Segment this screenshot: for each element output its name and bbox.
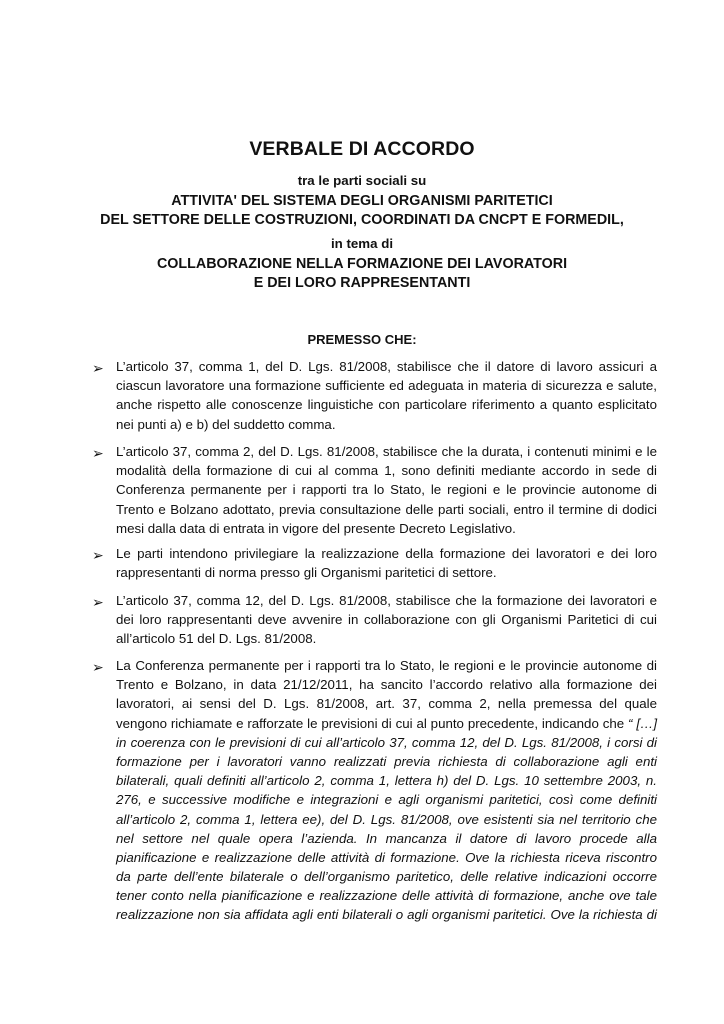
quoted-line: formazione per i lavoratori vanno realizzati previa richiesta di collaborazione agli enti <box>116 753 657 769</box>
premise-item-3 <box>116 544 657 582</box>
subtitle-representatives: E DEI LORO RAPPRESENTANTI <box>253 275 471 291</box>
arrow-bullet-icon: ➢ <box>92 360 104 376</box>
quoted-line: da parte dell’ente bilaterale o dell’organismo paritetico, delle relative indicazioni occorre <box>116 869 657 885</box>
text-line: nei punti a) e b) del suddetto comma. <box>116 416 336 432</box>
text-line: lavoratori, ai sensi del D. Lgs. 81/2008, art. 37, comma 2, nella premessa del quale <box>116 696 657 712</box>
premise-item-4 <box>116 591 657 649</box>
section-heading-premesso: PREMESSO CHE: <box>307 332 417 347</box>
quoted-line: realizzazione non sia affidata agli enti bilaterali o agli organismi paritetici. Ove la richiesta di <box>116 907 657 923</box>
premise-item-5 <box>116 656 657 925</box>
subtitle-collaboration: COLLABORAZIONE NELLA FORMAZIONE DEI LAVORATORI <box>156 256 568 272</box>
quoted-line: nel settore nel quale opera l’azienda. In mancanza il datore di lavoro procede alla <box>116 830 657 846</box>
quoted-line: tener conto nella pianificazione e realizzazione delle attività di formazione, anche ove tale <box>116 888 657 904</box>
text-line: all’articolo 51 del D. Lgs. 81/2008. <box>116 631 317 647</box>
arrow-bullet-icon: ➢ <box>92 594 104 610</box>
subtitle-sector: DEL SETTORE DELLE COSTRUZIONI, COORDINATI DA CNCPT E FORMEDIL, <box>100 212 624 228</box>
text-line: Trento e Bolzano, in data 21/12/2011, ha sancito l’accordo relativo alla formazione dei <box>116 677 657 693</box>
premise-item-1 <box>116 357 657 434</box>
text-line: anche rispetto alle conoscenze linguistiche con particolare riferimento a quanto esplicitato <box>116 397 657 413</box>
text-line: L’articolo 37, comma 2, del D. Lgs. 81/2008, stabilisce che la durata, i contenuti minimi e le <box>116 444 657 459</box>
quoted-line: 276, e successive modifiche e integrazioni e agli organismi paritetici, così come definiti <box>116 792 657 808</box>
arrow-bullet-icon: ➢ <box>92 445 104 461</box>
text-line: Le parti intendono privilegiare la realizzazione della formazione dei lavoratori e dei loro <box>116 546 657 561</box>
text-line: rappresentanti di norma presso gli Organismi paritetici di settore. <box>116 565 497 581</box>
text-line: La Conferenza permanente per i rapporti tra lo Stato, le regioni e le provincie autonome di <box>116 658 657 673</box>
quoted-line: pianificazione e realizzazione delle attività di formazione. Ove la richiesta riceva riscontro <box>116 849 657 865</box>
arrow-bullet-icon: ➢ <box>92 547 104 563</box>
text-line-with-quote <box>116 714 657 733</box>
text-line: L’articolo 37, comma 1, del D. Lgs. 81/2008, stabilisce che il datore di lavoro assicuri a <box>116 359 657 374</box>
quote-open: “ […] <box>628 715 658 731</box>
quoted-line: bilaterali, quali definiti all’articolo 2, comma 1, lettera h) del D. Lgs. 10 settembre 2003, n. <box>116 773 657 789</box>
text-segment: vengono richiamate e rafforzate le previsioni di cui al punto precedente, indicando che <box>116 715 625 731</box>
quoted-line: all’articolo 2, comma 1, lettera ee), del D. Lgs. 81/2008, ove esistenti sia nel territorio che <box>116 811 657 827</box>
text-line: L’articolo 37, comma 12, del D. Lgs. 81/2008, stabilisce che la formazione dei lavoratori e <box>116 593 657 608</box>
text-line: Trento e Bolzano adottato, previa consultazione delle parti sociali, entro il termine di dodici <box>116 501 657 517</box>
text-line: ciascun lavoratore una formazione sufficiente ed adeguata in materia di sicurezza e salute, <box>116 378 657 394</box>
quoted-line: in coerenza con le previsioni di cui all’articolo 37, comma 12, del D. Lgs. 81/2008, i corsi di <box>116 734 657 750</box>
text-line: dei loro rappresentanti deve avvenire in collaborazione con gli Organismi Paritetici di cui <box>116 612 657 628</box>
document-title: VERBALE DI ACCORDO <box>249 138 475 160</box>
arrow-bullet-icon: ➢ <box>92 659 104 675</box>
text-line: Conferenza permanente per i rapporti tra lo Stato, le regioni e le provincie autonome di <box>116 482 657 498</box>
premise-item-2 <box>116 442 657 538</box>
subtitle-activities: ATTIVITA' DEL SISTEMA DEGLI ORGANISMI PARITETICI <box>171 193 553 209</box>
subtitle-topic-intro: in tema di <box>330 236 394 251</box>
text-line: modalità della formazione di cui al comma 1, sono definiti mediante accordo in sede di <box>116 463 657 479</box>
subtitle-parties: tra le parti sociali su <box>297 173 427 188</box>
text-line: mesi dalla data di entrata in vigore del presente Decreto Legislativo. <box>116 520 516 536</box>
